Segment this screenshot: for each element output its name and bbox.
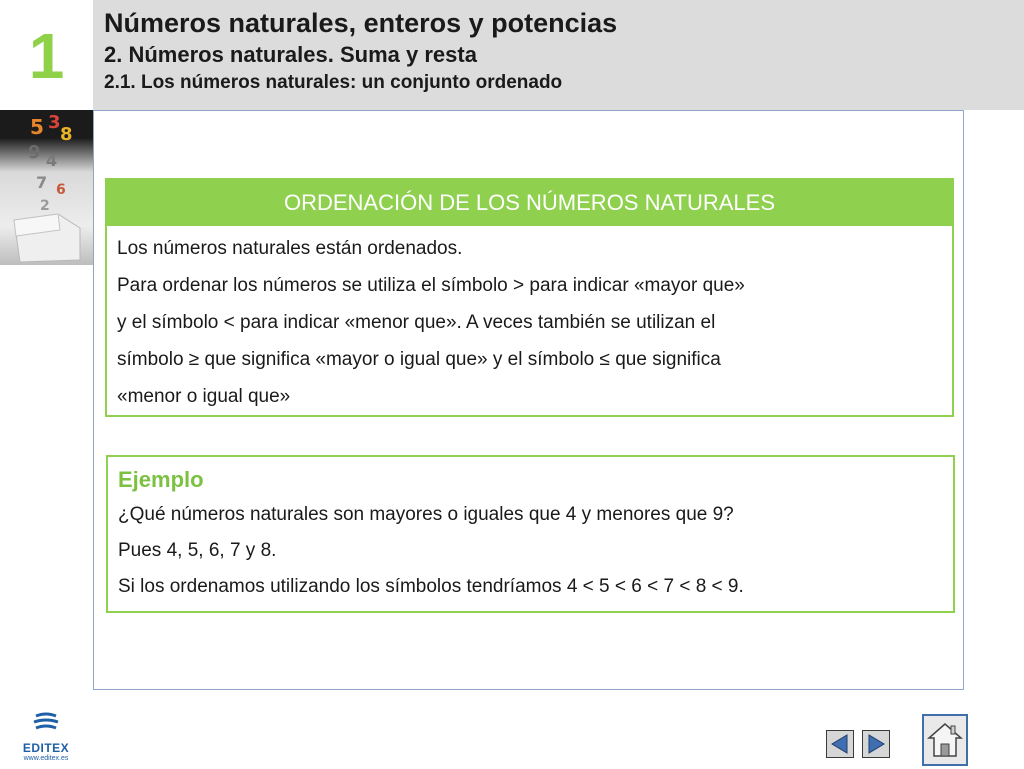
concept-body [107,226,952,415]
example-line: Pues 4, 5, 6, 7 y 8. [118,540,277,561]
concept-line: Los números naturales están ordenados. [117,238,463,259]
editex-logo-icon [18,712,74,734]
concept-line: símbolo ≥ que significa «mayor o igual que» y el símbolo ≤ que significa [117,349,721,370]
previous-button[interactable] [826,730,854,758]
chapter-number: 1 [28,20,65,92]
page-title: Números naturales, enteros y potencias [104,8,618,38]
svg-text:7: 7 [36,173,48,192]
house-icon [924,716,966,764]
example-line: Si los ordenamos utilizando los símbolos tendríamos 4 < 5 < 6 < 7 < 8 < 9. [118,576,744,597]
triangle-left-icon [827,731,853,757]
concept-line: «menor o igual que» [117,386,291,407]
section-title: 2. Números naturales. Suma y resta [104,42,477,67]
triangle-right-icon [863,731,889,757]
header-bar [0,0,1024,110]
concept-heading: ORDENACIÓN DE LOS NÚMEROS NATURALES [107,180,952,226]
logo-url: www.editex.es [23,755,69,762]
svg-text:9: 9 [28,142,41,163]
decorative-numbers-image [0,110,93,265]
concept-line: Para ordenar los números se utiliza el símbolo > para indicar «mayor que» [117,275,745,296]
svg-text:8: 8 [60,124,73,145]
editex-logo[interactable] [18,712,74,762]
example-body [108,497,953,605]
home-button[interactable] [922,714,968,766]
next-button[interactable] [862,730,890,758]
chapter-badge [0,0,93,110]
concept-line: y el símbolo < para indicar «menor que». A veces también se utilizan el [117,312,716,333]
svg-text:4: 4 [46,151,58,170]
example-box [106,455,955,613]
svg-text:2: 2 [40,198,50,214]
svg-text:3: 3 [48,112,61,133]
example-title: Ejemplo [118,467,204,492]
header-titles [104,6,617,96]
svg-text:5: 5 [30,115,44,139]
example-line: ¿Qué números naturales son mayores o iguales que 4 y menores que 9? [118,504,734,525]
subsection-title: 2.1. Los números naturales: un conjunto ordenado [104,72,563,93]
logo-name: EDITEX [22,741,70,755]
svg-text:6: 6 [56,182,66,198]
concept-box [105,178,954,417]
